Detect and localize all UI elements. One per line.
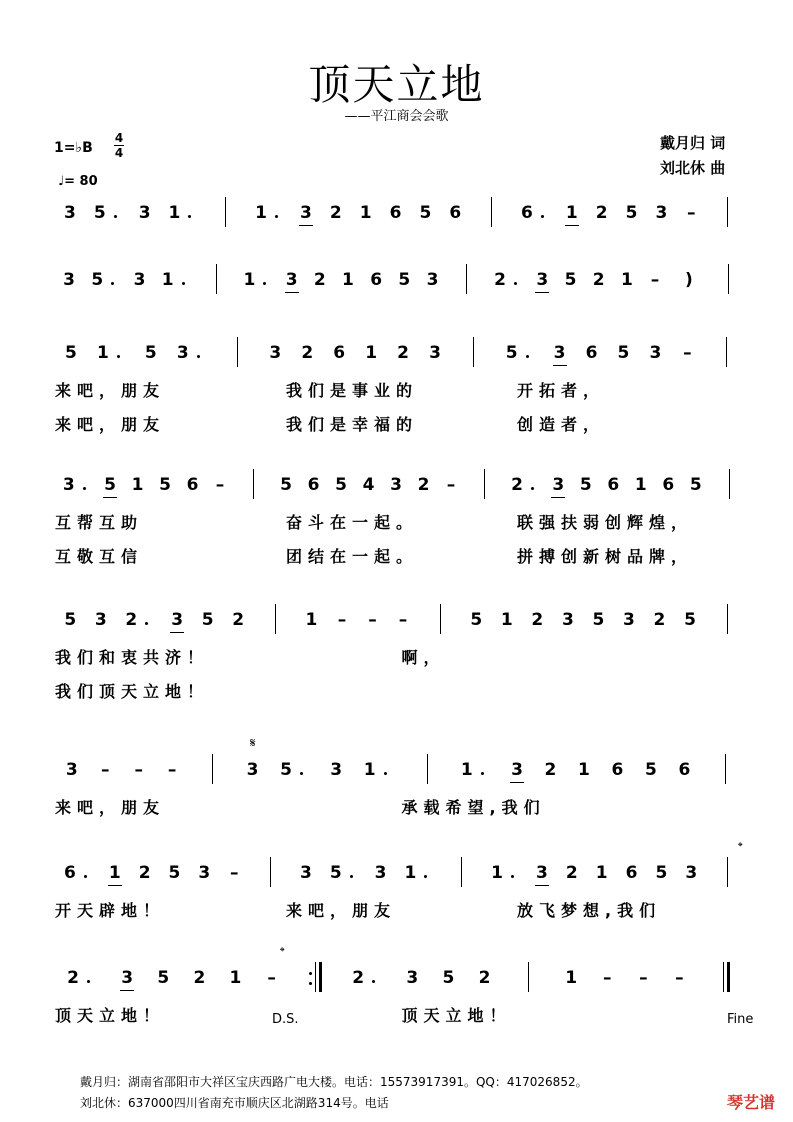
tempo-marking: ♩= 80 [58, 174, 98, 189]
note-underline [553, 365, 567, 366]
note: 2 [193, 968, 206, 988]
barline-thick [727, 962, 730, 992]
lyric-segment: 放飞梦想,我们 [517, 901, 662, 920]
note: 2 [417, 475, 430, 495]
note: 5 [280, 760, 292, 780]
note: 3 [685, 863, 698, 883]
barline [473, 337, 474, 367]
note: 5 [104, 475, 116, 495]
note: 6 [186, 475, 199, 495]
note: 6 [389, 203, 402, 223]
note: 3 [655, 203, 668, 223]
note: 5 [398, 270, 411, 290]
augmentation-dot [541, 215, 544, 218]
augmentation-dot [145, 622, 148, 625]
note: 5 [579, 475, 592, 495]
barline [212, 754, 213, 784]
note: 5 [159, 475, 171, 495]
note: 5 [470, 610, 483, 630]
barline [440, 604, 441, 634]
augmentation-dot [84, 875, 87, 878]
barline [727, 197, 728, 227]
lyric-segment: 互帮互助 [55, 513, 144, 532]
note-dash: – [267, 968, 276, 988]
note: 5 [592, 610, 605, 630]
note-underline [510, 782, 524, 783]
note: 5 [64, 610, 77, 630]
augmentation-dot [188, 215, 191, 218]
lyric-segment: 我们是幸福的 [286, 415, 419, 434]
barline [726, 337, 727, 367]
augmentation-dot [87, 980, 90, 983]
note: 6 [625, 863, 638, 883]
barline [729, 469, 730, 499]
augmentation-dot [511, 875, 514, 878]
augmentation-dot [481, 772, 484, 775]
notation-row [0, 968, 793, 1078]
note-dash: – [167, 760, 177, 780]
note: 3 [536, 270, 549, 290]
note: 6 [333, 343, 346, 363]
barline [315, 962, 316, 992]
note: 3 [535, 863, 548, 883]
note: 5 [280, 475, 292, 495]
lyric-segment: 拼搏创新树品牌， [517, 547, 694, 566]
note: 6 [611, 760, 624, 780]
note: 5 [617, 343, 630, 363]
note: 2 [125, 610, 138, 630]
note: 5 [65, 343, 77, 363]
note: 3 [561, 610, 574, 630]
note: 3 [138, 203, 151, 223]
note: 5 [419, 203, 432, 223]
note-dash: – [639, 968, 648, 988]
lyric-segment: 来吧，朋友 [55, 381, 166, 400]
barline [728, 264, 729, 294]
lyric-segment: 团结在一起。 [286, 547, 419, 566]
augmentation-dot [526, 355, 529, 358]
barline [237, 337, 238, 367]
barline [225, 197, 226, 227]
note-dash: – [675, 968, 684, 988]
time-signature [114, 131, 124, 160]
note: 3 [121, 968, 134, 988]
augmentation-dot [117, 355, 120, 358]
lyric-segment: 开天辟地！ [55, 901, 166, 920]
note-underline [535, 292, 549, 293]
note: 2 [138, 863, 151, 883]
note: 1 [363, 760, 376, 780]
note: 3 [94, 610, 107, 630]
augmentation-dot [182, 282, 185, 285]
note-dash: – [602, 968, 612, 988]
note: 6 [662, 475, 675, 495]
note-underline [103, 497, 117, 498]
note-dash: – [337, 610, 347, 630]
notation-row [0, 863, 793, 973]
note: 3 [406, 968, 419, 988]
note: 1 [491, 863, 503, 883]
repeat-bracket: ) [684, 270, 693, 290]
note-dash: – [100, 760, 110, 780]
lyric-segment: 顶天立地！ [401, 1006, 512, 1025]
note: 1 [161, 270, 174, 290]
lyric-segment: 开拓者， [517, 381, 606, 400]
note: 3 [171, 610, 184, 630]
barline [466, 264, 467, 294]
note: 1 [595, 863, 608, 883]
augmentation-dot [111, 282, 114, 285]
lyric-segment: 承载希望,我们 [401, 798, 546, 817]
barline [727, 857, 728, 887]
note: 3 [176, 343, 189, 363]
note: 5 [91, 270, 104, 290]
note: 4 [362, 475, 375, 495]
note: 2 [565, 863, 578, 883]
coda-mark: 𝄌 [738, 840, 743, 855]
note-underline [565, 225, 579, 226]
note: 3 [246, 760, 259, 780]
note: 6 [64, 863, 76, 883]
note: 1 [578, 760, 590, 780]
note: 3 [374, 863, 387, 883]
barline [253, 469, 254, 499]
note-dash: – [229, 863, 239, 883]
note: 5 [644, 760, 657, 780]
note: 1 [342, 270, 354, 290]
note: 5 [442, 968, 455, 988]
lyric-segment: 我们顶天立地！ [55, 682, 210, 701]
note: 5 [655, 863, 668, 883]
time-signature-top: 4 [114, 131, 124, 145]
ds-mark: D.S. [272, 1012, 299, 1027]
barline [491, 197, 492, 227]
barline [528, 962, 529, 992]
note-underline [299, 225, 313, 226]
lyric-segment: 顶天立地！ [55, 1006, 166, 1025]
note: 3 [285, 270, 298, 290]
lyric-segment: 来吧，朋友 [55, 415, 166, 434]
note: 3 [330, 760, 343, 780]
barline [727, 604, 728, 634]
note: 3 [623, 610, 635, 630]
note: 5 [329, 863, 342, 883]
note: 3 [649, 343, 662, 363]
lyric-segment: 互敬互信 [55, 547, 144, 566]
note: 1 [460, 760, 473, 780]
note: 6 [521, 203, 533, 223]
note: 3 [552, 475, 565, 495]
note: 5 [335, 475, 347, 495]
note: 1 [131, 475, 144, 495]
note: 3 [426, 270, 439, 290]
note: 6 [449, 203, 462, 223]
augmentation-dot [384, 772, 387, 775]
barline [270, 857, 271, 887]
note: 2 [352, 968, 365, 988]
augmentation-dot [531, 487, 534, 490]
note: 6 [678, 760, 691, 780]
note: 3 [269, 343, 282, 363]
note: 3 [62, 475, 75, 495]
note: 1 [108, 863, 121, 883]
augmentation-dot [197, 355, 200, 358]
barline [461, 857, 462, 887]
note-dash: – [650, 270, 660, 290]
barline-thick [319, 962, 322, 992]
barline [484, 469, 485, 499]
note: 6 [607, 475, 620, 495]
note-dash: – [686, 203, 696, 223]
note: 2 [511, 475, 523, 495]
page-subtitle: ——平江商会会歌 [344, 109, 449, 124]
barline [723, 962, 724, 992]
note: 1 [255, 203, 268, 223]
repeat-dot [309, 972, 312, 975]
note: 3 [429, 343, 441, 363]
note: 2 [232, 610, 245, 630]
notation-row [0, 610, 793, 720]
lyric-segment: 我们和衷共济！ [55, 648, 210, 667]
note-underline [120, 990, 134, 991]
note: 1 [500, 610, 513, 630]
barline [725, 754, 726, 784]
note-dash: – [368, 610, 377, 630]
note: 3 [390, 475, 402, 495]
lyric-segment: 奋斗在一起。 [286, 513, 419, 532]
page-title: 顶天立地 [308, 60, 485, 109]
note-dash: – [446, 475, 456, 495]
note: 6 [585, 343, 598, 363]
augmentation-dot [83, 487, 86, 490]
barline [427, 754, 428, 784]
note: 1 [243, 270, 256, 290]
note: 5 [144, 343, 157, 363]
lyricist-credit: 戴月归 词 [660, 134, 726, 152]
lyric-segment: 来吧，朋友 [286, 901, 397, 920]
note: 1 [620, 270, 633, 290]
lyric-segment: 来吧，朋友 [55, 798, 166, 817]
note-dash: – [215, 475, 225, 495]
coda-mark: 𝄌 [280, 945, 285, 960]
fine-mark: Fine [727, 1012, 754, 1027]
note-dash: – [134, 760, 143, 780]
augmentation-dot [263, 282, 266, 285]
composer-credit: 刘北休 曲 [660, 159, 726, 177]
note: 5 [564, 270, 577, 290]
augmentation-dot [424, 875, 427, 878]
note: 1 [305, 610, 318, 630]
note: 3 [65, 760, 78, 780]
note: 5 [201, 610, 214, 630]
repeat-dot [309, 982, 312, 985]
note: 3 [63, 270, 75, 290]
note: 5 [625, 203, 638, 223]
note: 3 [511, 760, 523, 780]
note-underline [551, 497, 565, 498]
note: 1 [365, 343, 378, 363]
footer-composer-contact: 刘北休：637000四川省南充市顺庆区北湖路314号。电话 [80, 1096, 389, 1110]
note-underline [285, 292, 299, 293]
augmentation-dot [350, 875, 353, 878]
note: 2 [494, 270, 507, 290]
note: 5 [689, 475, 702, 495]
note-dash: – [398, 610, 408, 630]
barline [216, 264, 217, 294]
augmentation-dot [372, 980, 375, 983]
notation-row [0, 343, 793, 453]
note: 1 [168, 203, 181, 223]
note: 2 [329, 203, 342, 223]
note-underline [170, 632, 184, 633]
note: 3 [299, 203, 312, 223]
note: 5 [505, 343, 518, 363]
augmentation-dot [114, 215, 117, 218]
note: 1 [359, 203, 372, 223]
augmentation-dot [514, 282, 517, 285]
notation-row [0, 475, 793, 585]
note: 3 [133, 270, 146, 290]
lyric-segment: 联强扶弱创辉煌， [517, 513, 694, 532]
note: 5 [157, 968, 170, 988]
augmentation-dot [300, 772, 303, 775]
note: 1 [96, 343, 109, 363]
note: 2 [544, 760, 557, 780]
note-underline [108, 885, 122, 886]
note: 1 [404, 863, 417, 883]
note: 1 [229, 968, 242, 988]
note: 2 [592, 270, 605, 290]
note-dash: – [683, 343, 692, 363]
note: 1 [565, 968, 578, 988]
key-signature: 1=♭B [54, 140, 93, 156]
note-underline [535, 885, 549, 886]
note: 3 [198, 863, 211, 883]
barline [275, 604, 276, 634]
note: 2 [397, 343, 410, 363]
lyric-segment: 我们是事业的 [286, 381, 419, 400]
notation-row [0, 760, 793, 870]
note: 2 [313, 270, 326, 290]
note: 2 [301, 343, 314, 363]
note: 3 [299, 863, 312, 883]
note: 6 [307, 475, 320, 495]
lyric-segment: 创造者， [517, 415, 606, 434]
footer-lyricist-contact: 戴月归：湖南省邵阳市大祥区宝庆西路广电大楼。电话：15573917391。QQ：417026852。 [80, 1075, 588, 1089]
note: 2 [531, 610, 544, 630]
note: 2 [478, 968, 491, 988]
brand-logo: 琴艺谱 [726, 1093, 775, 1112]
note: 6 [370, 270, 383, 290]
note: 1 [634, 475, 647, 495]
segno-mark: 𝄋 [250, 736, 256, 751]
note: 2 [595, 203, 608, 223]
note: 1 [565, 203, 578, 223]
note: 3 [553, 343, 566, 363]
note: 5 [93, 203, 106, 223]
note: 2 [653, 610, 666, 630]
note: 5 [168, 863, 181, 883]
time-signature-bottom: 4 [114, 146, 124, 160]
lyric-segment: 啊， [401, 648, 446, 667]
note: 5 [684, 610, 696, 630]
note: 2 [67, 968, 79, 988]
note: 3 [64, 203, 76, 223]
augmentation-dot [275, 215, 278, 218]
